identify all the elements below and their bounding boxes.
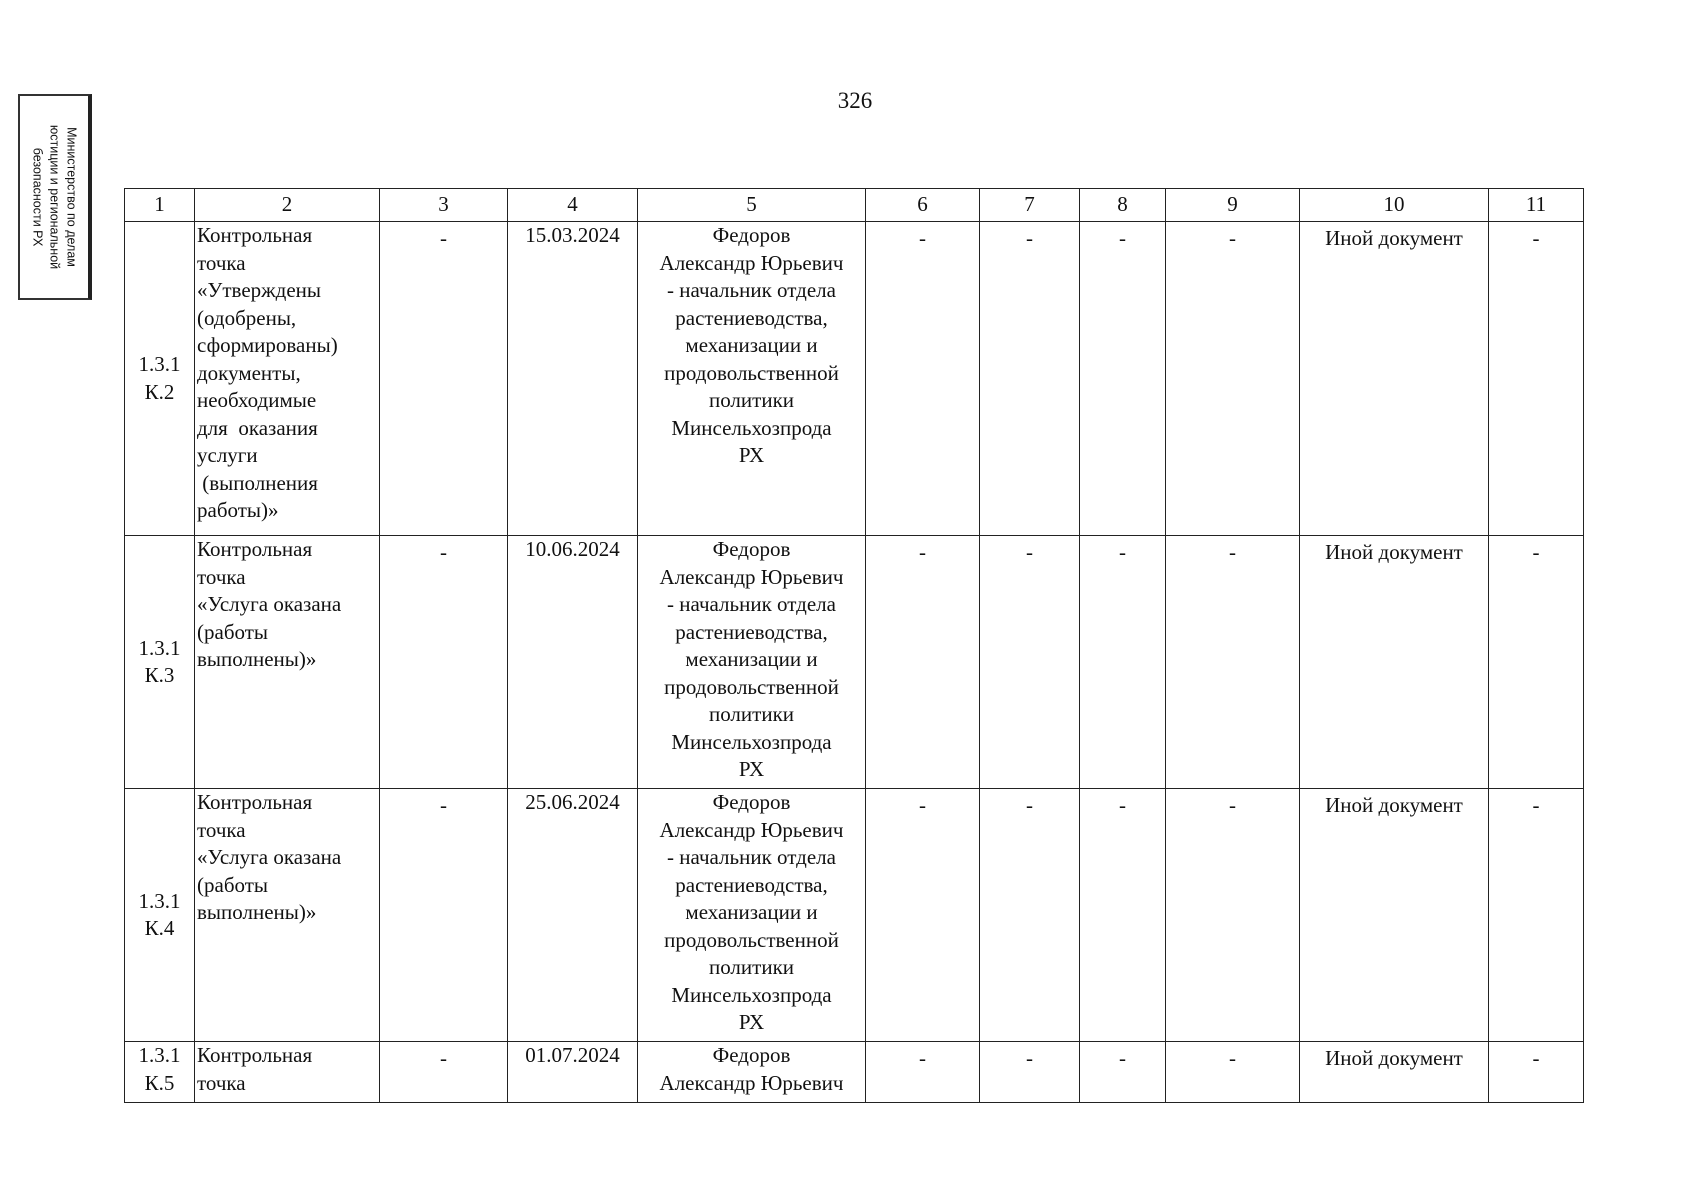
- name-line: Контрольная: [197, 537, 313, 561]
- date-cell: 25.06.2024: [508, 789, 638, 1042]
- row-number-line: 1.3.1: [138, 352, 181, 376]
- executor-line: продовольственной: [664, 927, 839, 952]
- executor-line: продовольственной: [664, 674, 839, 699]
- row-number-line: 1.3.1: [138, 1043, 181, 1067]
- name-line: необходимые: [197, 388, 317, 412]
- table-row: [125, 536, 1584, 789]
- executor-line: механизации и: [685, 900, 818, 924]
- executor-line: Александр Юрьевич: [659, 817, 844, 842]
- executor-line: Александр Юрьевич: [659, 564, 844, 589]
- header-cell: 6: [866, 189, 980, 222]
- col6-cell: -: [866, 222, 980, 536]
- executor-line: Федоров: [712, 537, 791, 561]
- header-cell: 5: [638, 189, 866, 222]
- page-number: 326: [837, 88, 873, 113]
- row-number-line: К.3: [144, 663, 175, 687]
- name-line: выполнены)»: [197, 647, 317, 671]
- executor-line: политики: [708, 955, 795, 979]
- executor-cell: [638, 222, 866, 536]
- date-cell: 01.07.2024: [508, 1042, 638, 1103]
- executor-line: Федоров: [712, 223, 791, 247]
- executor-line: - начальник отдела: [667, 845, 836, 869]
- header-cell: 3: [380, 189, 508, 222]
- executor-line: Минсельхозпрода: [671, 729, 832, 754]
- name-line: Контрольная: [197, 223, 313, 247]
- stamp-line: безопасности РХ: [30, 147, 45, 247]
- executor-line: Федоров: [712, 1043, 791, 1067]
- executor-line: Минсельхозпрода: [671, 415, 832, 440]
- col7-cell: -: [980, 536, 1080, 789]
- registration-stamp: [18, 94, 92, 300]
- document-type-cell: Иной документ: [1300, 536, 1489, 789]
- executor-line: РХ: [738, 443, 765, 467]
- document-type-cell: Иной документ: [1300, 222, 1489, 536]
- name-line: «Услуга оказана: [197, 845, 342, 869]
- header-cell: 1: [125, 189, 195, 222]
- name-line: Контрольная: [197, 1043, 313, 1067]
- executor-line: Минсельхозпрода: [671, 982, 832, 1007]
- executor-line: растениеводства,: [675, 619, 828, 644]
- executor-line: механизации и: [685, 333, 818, 357]
- col7-cell: -: [980, 1042, 1080, 1103]
- name-line: сформированы): [197, 333, 338, 357]
- col6-cell: -: [866, 789, 980, 1042]
- stamp-line: юстиции и региональной: [47, 124, 62, 270]
- executor-line: растениеводства,: [675, 872, 828, 897]
- name-line: выполнены)»: [197, 900, 317, 924]
- name-line: (работы: [197, 619, 269, 644]
- col9-cell: -: [1166, 789, 1300, 1042]
- header-cell: 10: [1300, 189, 1489, 222]
- col3-cell: -: [380, 222, 508, 536]
- row-number-line: К.5: [144, 1070, 175, 1095]
- header-cell: 8: [1080, 189, 1166, 222]
- executor-cell: [638, 536, 866, 789]
- name-line: Контрольная: [197, 790, 313, 814]
- name-line: услуги: [197, 443, 258, 467]
- col11-cell: -: [1489, 536, 1584, 789]
- col8-cell: -: [1080, 222, 1166, 536]
- col6-cell: -: [866, 536, 980, 789]
- col3-cell: -: [380, 789, 508, 1042]
- col7-cell: -: [980, 789, 1080, 1042]
- executor-line: РХ: [738, 1010, 765, 1034]
- stamp-text: [29, 97, 80, 297]
- name-line: «Утверждены: [197, 278, 322, 302]
- header-cell: 7: [980, 189, 1080, 222]
- col8-cell: -: [1080, 789, 1166, 1042]
- col3-cell: -: [380, 536, 508, 789]
- date-cell: 10.06.2024: [508, 536, 638, 789]
- table-row: [125, 1042, 1584, 1103]
- col6-cell: -: [866, 1042, 980, 1103]
- executor-line: Федоров: [712, 790, 791, 814]
- control-point-name-cell: [195, 222, 380, 536]
- table-row: [125, 789, 1584, 1042]
- executor-cell: [638, 1042, 866, 1103]
- control-points-table: [124, 188, 1584, 1103]
- row-number-line: К.4: [144, 916, 175, 940]
- name-line: точка: [197, 250, 246, 275]
- control-point-name-cell: [195, 1042, 380, 1103]
- col8-cell: -: [1080, 536, 1166, 789]
- name-line: точка: [197, 817, 246, 842]
- stamp-line: Министерство по делам: [64, 127, 79, 267]
- executor-line: РХ: [738, 757, 765, 781]
- col11-cell: -: [1489, 1042, 1584, 1103]
- executor-line: Александр Юрьевич: [659, 250, 844, 275]
- executor-line: Александр Юрьевич: [659, 1070, 844, 1095]
- executor-line: политики: [708, 388, 795, 412]
- row-number-line: 1.3.1: [138, 635, 181, 660]
- row-number-cell: [125, 1042, 195, 1103]
- header-cell: 9: [1166, 189, 1300, 222]
- document-type-cell: Иной документ: [1300, 789, 1489, 1042]
- name-line: точка: [197, 564, 246, 589]
- document-type-cell: Иной документ: [1300, 1042, 1489, 1103]
- col9-cell: -: [1166, 536, 1300, 789]
- name-line: (работы: [197, 872, 269, 897]
- col9-cell: -: [1166, 222, 1300, 536]
- control-point-name-cell: [195, 789, 380, 1042]
- executor-cell: [638, 789, 866, 1042]
- row-number-line: 1.3.1: [138, 888, 181, 913]
- name-line: документы,: [197, 360, 301, 385]
- row-number-line: К.2: [144, 379, 175, 404]
- col11-cell: -: [1489, 222, 1584, 536]
- executor-line: - начальник отдела: [667, 278, 836, 302]
- col9-cell: -: [1166, 1042, 1300, 1103]
- header-cell: 4: [508, 189, 638, 222]
- row-number-cell: [125, 789, 195, 1042]
- name-line: «Услуга оказана: [197, 592, 342, 616]
- name-line: для оказания: [197, 415, 318, 440]
- col7-cell: -: [980, 222, 1080, 536]
- name-line: (выполнения: [197, 470, 318, 495]
- header-cell: 11: [1489, 189, 1584, 222]
- row-number-cell: [125, 222, 195, 536]
- table-header: [125, 189, 1584, 222]
- col11-cell: -: [1489, 789, 1584, 1042]
- row-number-cell: [125, 536, 195, 789]
- col3-cell: -: [380, 1042, 508, 1103]
- name-line: точка: [197, 1070, 246, 1095]
- col8-cell: -: [1080, 1042, 1166, 1103]
- executor-line: политики: [708, 702, 795, 726]
- control-point-name-cell: [195, 536, 380, 789]
- name-line: (одобрены,: [197, 305, 297, 330]
- executor-line: растениеводства,: [675, 305, 828, 330]
- executor-line: продовольственной: [664, 360, 839, 385]
- name-line: работы)»: [197, 498, 279, 522]
- table-row: [125, 222, 1584, 536]
- date-cell: 15.03.2024: [508, 222, 638, 536]
- executor-line: механизации и: [685, 647, 818, 671]
- executor-line: - начальник отдела: [667, 592, 836, 616]
- header-cell: 2: [195, 189, 380, 222]
